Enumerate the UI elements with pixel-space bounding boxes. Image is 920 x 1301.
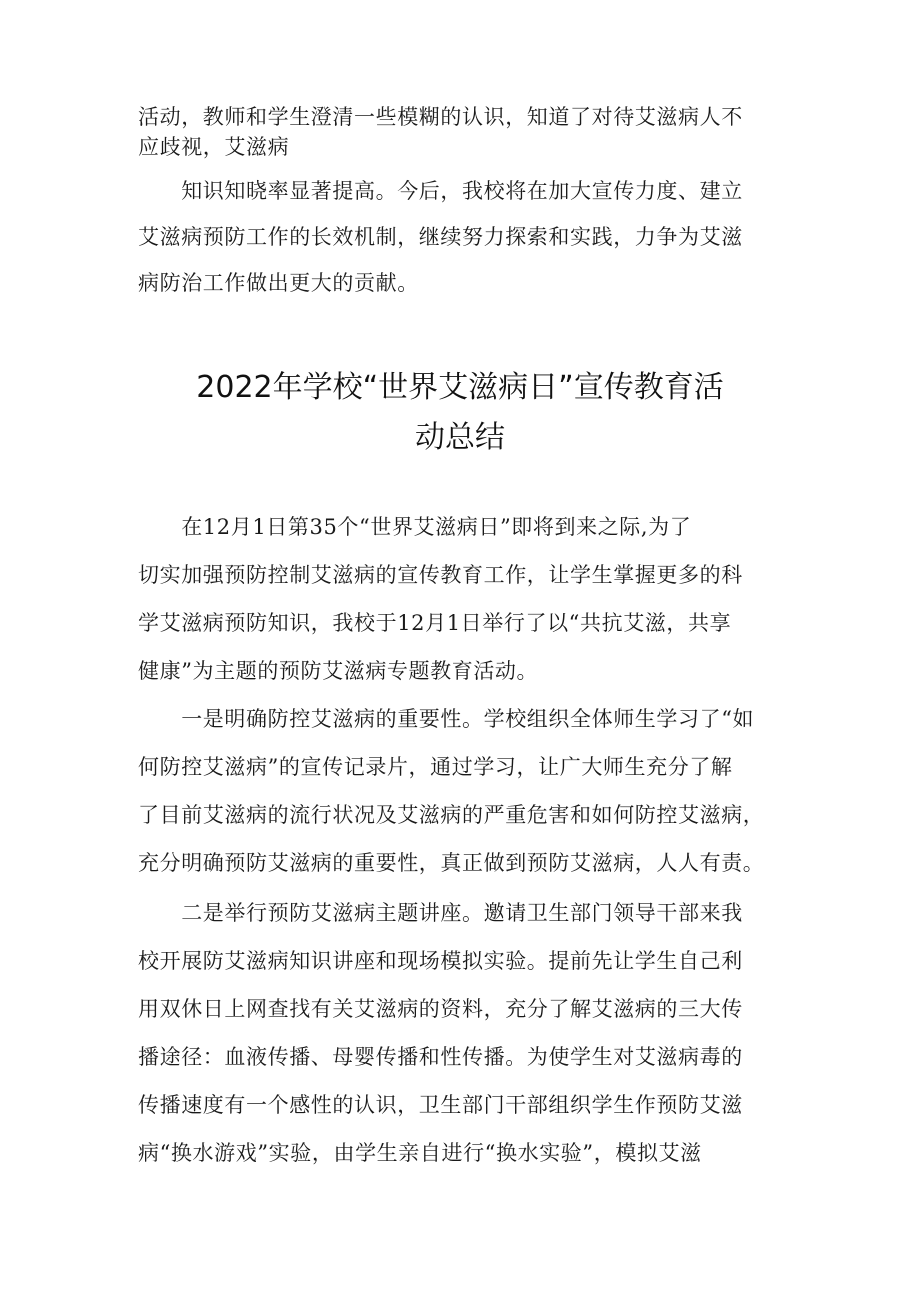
document-title: 2022年学校“世界艾滋病日”宣传教育活 <box>196 370 724 405</box>
paragraph-line: 何防控艾滋病”的宣传记录片，通过学习，让广大师生充分了解 <box>138 755 733 779</box>
text-line: 应歧视，艾滋病 <box>138 135 290 159</box>
document-title: 动总结 <box>415 420 505 455</box>
text-line: 艾滋病预防工作的长效机制，继续努力探索和实践，力争为艾滋 <box>138 225 743 249</box>
paragraph-line: 用双休日上网查找有关艾滋病的资料，充分了解艾滋病的三大传 <box>138 997 743 1021</box>
paragraph-line: 播途径：血液传播、母婴传播和性传播。为使学生对艾滋病毒的 <box>138 1045 743 1069</box>
paragraph-line: 学艾滋病预防知识，我校于12月1日举行了以“共抗艾滋，共享 <box>138 611 732 635</box>
paragraph-line: 充分明确预防艾滋病的重要性，真正做到预防艾滋病，人人有责。 <box>138 851 765 875</box>
paragraph-line: 病“换水游戏”实验，由学生亲自进行“换水实验”，模拟艾滋 <box>138 1141 702 1165</box>
paragraph-line: 校开展防艾滋病知识讲座和现场模拟实验。提前先让学生自己利 <box>138 949 743 973</box>
paragraph-line: 一是明确防控艾滋病的重要性。学校组织全体师生学习了“如 <box>138 707 755 731</box>
text-line: 知识知晓率显著提高。今后，我校将在加大宣传力度、建立 <box>138 179 743 203</box>
paragraph-line: 二是举行预防艾滋病主题讲座。邀请卫生部门领导干部来我 <box>138 901 743 925</box>
paragraph-line: 传播速度有一个感性的认识，卫生部门干部组织学生作预防艾滋 <box>138 1093 743 1117</box>
text-line: 病防治工作做出更大的贡献。 <box>138 271 419 295</box>
text-line: 活动，教师和学生澄清一些模糊的认识，知道了对待艾滋病人不 <box>138 105 743 129</box>
paragraph-line: 在12月1日第35个“世界艾滋病日”即将到来之际,为了 <box>138 515 692 539</box>
paragraph-line: 了目前艾滋病的流行状况及艾滋病的严重危害和如何防控艾滋病， <box>138 803 765 827</box>
paragraph-line: 健康”为主题的预防艾滋病专题教育活动。 <box>138 659 539 683</box>
paragraph-line: 切实加强预防控制艾滋病的宣传教育工作，让学生掌握更多的科 <box>138 563 743 587</box>
